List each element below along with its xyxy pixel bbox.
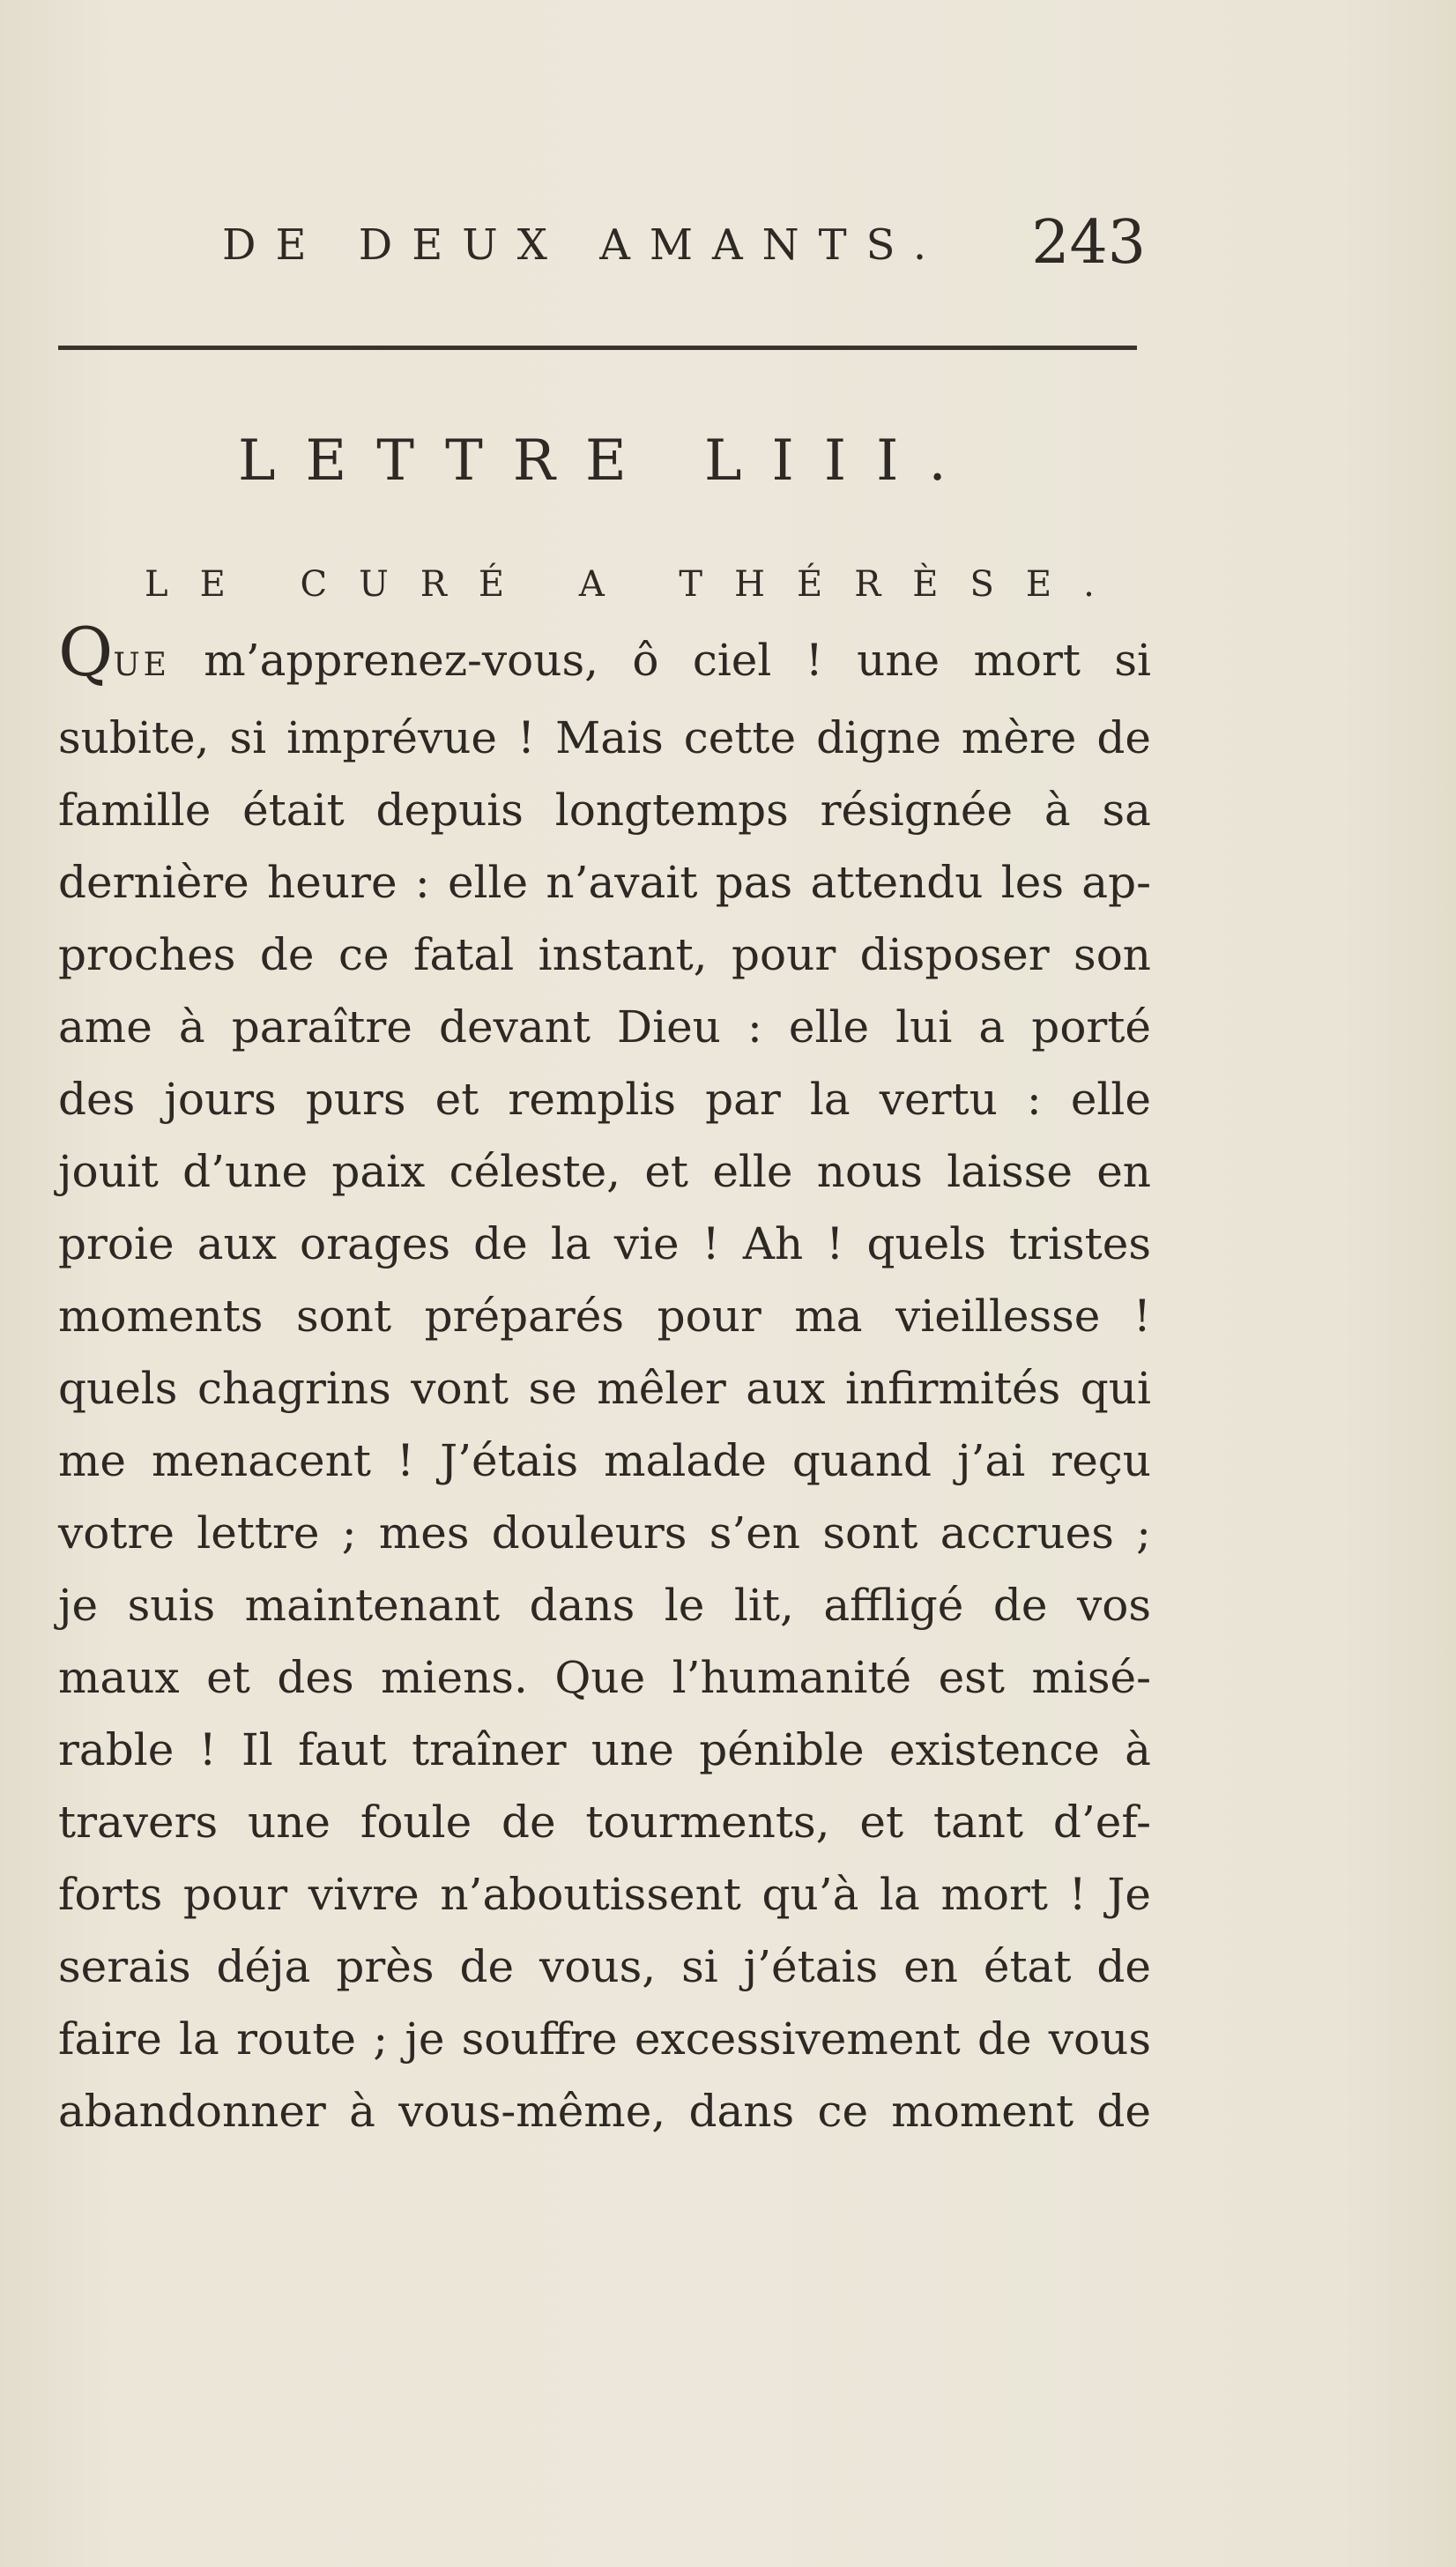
drop-cap-small-e: E (143, 647, 170, 683)
drop-cap-rest: U (113, 647, 144, 683)
header-rule (58, 346, 1137, 350)
body-line: travers une foule de tourments, et tant d’ef- (58, 1797, 1151, 1848)
body-line: jouit d’une paix céleste, et elle nous laisse en (58, 1146, 1151, 1197)
body-line: forts pour vivre n’aboutissent qu’à la mort ! Je (58, 1869, 1151, 1920)
body-line: abandonner à vous-même, dans ce moment de (58, 2086, 1151, 2137)
body-line: subite, si imprévue ! Mais cette digne mère de (58, 712, 1151, 763)
body-line: je suis maintenant dans le lit, affligé de vos (58, 1580, 1151, 1631)
body-line: famille était depuis longtemps résignée à sa (58, 785, 1151, 836)
body-line: proie aux orages de la vie ! Ah ! quels tristes (58, 1218, 1151, 1269)
body-line: moments sont préparés pour ma vieillesse ! (58, 1291, 1151, 1342)
body-line-1 (58, 613, 1151, 702)
running-title: DE DEUX AMANTS. (222, 220, 947, 270)
letter-subtitle: LE CURÉ A THÉRÈSE. (145, 564, 1126, 605)
body-line: ame à paraître devant Dieu : elle lui a porté (58, 1001, 1151, 1053)
body-line: votre lettre ; mes douleurs s’en sont accrues ; (58, 1507, 1151, 1559)
body-line: maux et des miens. Que l’humanité est misé- (58, 1652, 1151, 1703)
letter-body (58, 613, 1151, 2147)
page-number: 243 (1031, 208, 1146, 278)
body-line: quels chagrins vont se mêler aux infirmités qui (58, 1363, 1151, 1414)
body-line: faire la route ; je souffre excessivement de vous (58, 2013, 1151, 2065)
body-line: dernière heure : elle n’avait pas attendu les ap- (58, 857, 1151, 908)
body-line: serais déja près de vous, si j’étais en état de (58, 1941, 1151, 1992)
letter-title: LETTRE LIII. (238, 428, 977, 494)
body-line: rable ! Il faut traîner une pénible existence à (58, 1724, 1151, 1775)
first-line-text: m’apprenez-vous, ô ciel ! une mort si (204, 635, 1151, 686)
body-line: des jours purs et remplis par la vertu : elle (58, 1074, 1151, 1125)
running-head (222, 208, 1146, 287)
body-line: proches de ce fatal instant, pour disposer son (58, 929, 1151, 980)
body-line: me menacent ! J’étais malade quand j’ai reçu (58, 1435, 1151, 1486)
drop-cap: Q (58, 613, 114, 691)
